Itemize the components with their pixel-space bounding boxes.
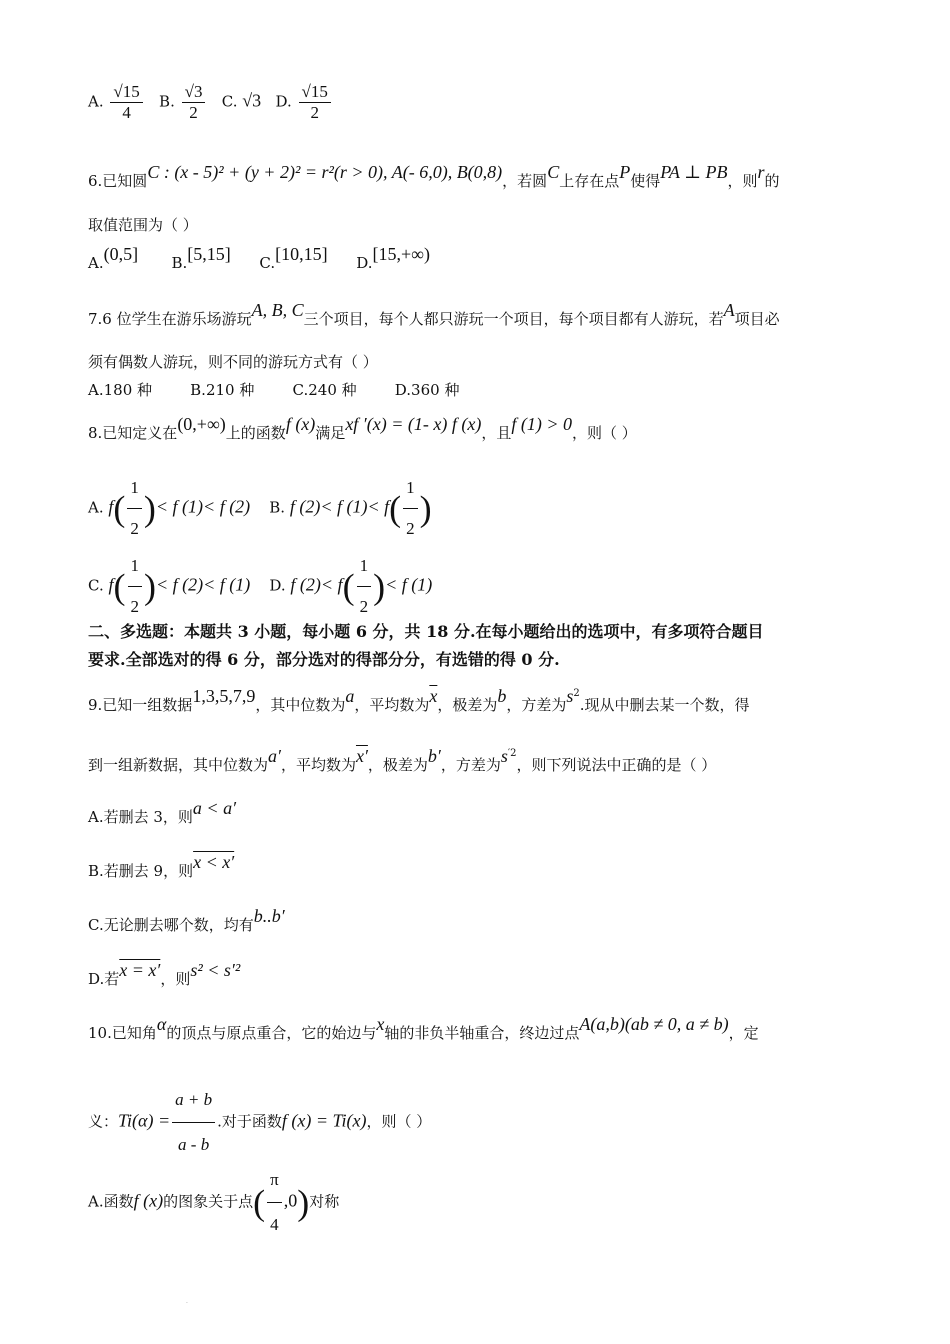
option-a-label: A. bbox=[88, 254, 104, 272]
q6-line1 bbox=[88, 162, 780, 191]
q8-text: ，则（ ） bbox=[571, 424, 637, 442]
option-c-math: b..b′ bbox=[253, 906, 285, 926]
option-a-value: (0,5] bbox=[103, 244, 139, 264]
q8-options-cd: C. f( $\frac{1}{2}$ )< f (2)< f (1) D. f (2)< f( $\frac{1}{2}$ )< f (1) bbox=[88, 546, 432, 627]
q9-option-a bbox=[88, 798, 237, 827]
q8-line1 bbox=[88, 414, 637, 443]
q10-text: ，则（ ） bbox=[366, 1112, 432, 1131]
q6-r: r bbox=[757, 162, 765, 182]
pi-quarter-fraction: $\frac{\pi}{4}$ bbox=[267, 1158, 282, 1247]
option-a-math: a < a′ bbox=[192, 798, 237, 818]
q8-prefix: 8.已知定义在 bbox=[88, 424, 178, 442]
option-b-fraction: $\frac{√3}{2}$ bbox=[182, 82, 206, 123]
option-a-rest: < f (1)< f (2) bbox=[155, 496, 251, 517]
option-d-math2: s² < s′² bbox=[190, 960, 241, 980]
mean-x: $\overline{x}$ bbox=[429, 686, 438, 706]
f-symbol: f bbox=[108, 574, 114, 595]
option-b-math: x < x′ bbox=[193, 852, 235, 872]
q10-line2 bbox=[88, 1078, 431, 1167]
option-a-text: 的图象关于点 bbox=[163, 1192, 254, 1211]
range-b: b bbox=[497, 686, 507, 706]
option-c-label: C. bbox=[221, 92, 238, 111]
option-a-function: f (x) bbox=[133, 1190, 164, 1211]
median-a-prime: a′ bbox=[268, 746, 281, 766]
option-d-label: D. bbox=[269, 576, 286, 595]
option-d-label: D. bbox=[275, 92, 292, 111]
q9-text: .现从中删去某一个数，得 bbox=[579, 696, 750, 714]
option-d-value: [15,+∞) bbox=[372, 244, 430, 264]
angle-alpha: α bbox=[156, 1014, 167, 1034]
point-a: A(a,b)(ab ≠ 0, a ≠ b) bbox=[579, 1014, 729, 1034]
q10-text: ，定 bbox=[728, 1024, 759, 1042]
q6-line2: 取值范围为（ ） bbox=[88, 216, 198, 234]
ti-definition: Ti(α) = bbox=[118, 1110, 171, 1131]
variance-s: s bbox=[566, 686, 574, 706]
option-b: B.210 种 bbox=[190, 381, 255, 399]
q10-text: 义： bbox=[88, 1112, 119, 1131]
q8-text: 上的函数 bbox=[225, 424, 286, 442]
q6-circle: C bbox=[547, 162, 560, 182]
option-c-value: [10,15] bbox=[275, 244, 328, 264]
option-a-text: A.若删去 3，则 bbox=[88, 808, 193, 826]
section2-line2: 要求.全部选对的得 6 分，部分选对的得部分分，有选错的得 0 分. bbox=[88, 650, 560, 669]
option-b-text: B.若删去 9，则 bbox=[88, 862, 194, 880]
option-d-label: D. bbox=[356, 254, 373, 272]
q9-text: ，其中位数为 bbox=[255, 696, 346, 714]
q7-line1 bbox=[88, 300, 780, 329]
option-a-end: 对称 bbox=[309, 1192, 340, 1211]
page-dot: · bbox=[186, 1300, 188, 1307]
q8-function: f (x) bbox=[285, 414, 316, 434]
q9-option-d bbox=[88, 960, 241, 989]
q6-text: ，则 bbox=[727, 172, 758, 190]
q6-options bbox=[88, 244, 430, 273]
q6-prefix: 6.已知圆 bbox=[88, 172, 148, 190]
q9-line1: 9.已知一组数据1,3,5,7,9，其中位数为a，平均数为$\overline{x}$，极差为b，方差为$s^2$.现从中删去某一个数，得 bbox=[88, 686, 750, 714]
range-b-prime: b′ bbox=[427, 746, 441, 766]
section2-heading bbox=[88, 618, 868, 674]
q6-perp: PA ⊥ PB bbox=[660, 162, 728, 182]
q10-text: 轴的非负半轴重合，终边过点 bbox=[384, 1024, 580, 1042]
q9-text: ，极差为 bbox=[437, 696, 498, 714]
half-fraction: $\frac{1}{2}$ bbox=[357, 546, 372, 627]
variance-s-prime: s bbox=[500, 746, 508, 766]
q9-prefix: 9.已知一组数据 bbox=[88, 696, 193, 714]
q7-text: 项目必 bbox=[734, 310, 780, 328]
option-a-label: A. bbox=[88, 498, 104, 517]
q6-equation: C : (x - 5)² + (y + 2)² = r²(r > 0), A(- 6,0), B(0,8) bbox=[147, 162, 503, 182]
option-b-label: B. bbox=[171, 254, 188, 272]
option-d-fraction: $\frac{√15}{2}$ bbox=[299, 82, 331, 123]
option-c-text: C.无论删去哪个数，均有 bbox=[88, 916, 254, 934]
ti-fraction: $\frac{a + b}{a - b}$ bbox=[172, 1078, 215, 1167]
q7-project-a: A bbox=[723, 300, 735, 320]
option-b-value: [5,15] bbox=[187, 244, 231, 264]
q7-line2: 须有偶数人游玩，则不同的游玩方式有（ ） bbox=[88, 353, 378, 371]
q6-text: 上存在点 bbox=[559, 172, 620, 190]
q10-text: 的顶点与原点重合，它的始边与 bbox=[166, 1024, 377, 1042]
q8-options-ab: A. f( $\frac{1}{2}$ )< f (1)< f (2) B. f (2)< f (1)< f( $\frac{1}{2}$ ) bbox=[88, 468, 432, 549]
q6-point: P bbox=[619, 162, 631, 182]
option-c-label: C. bbox=[259, 254, 276, 272]
q9-line2: 到一组新数据，其中位数为a′，平均数为x′，极差为b′，方差为$s^{'2}$，则下列说法中正确的是（ ） bbox=[88, 746, 717, 774]
q9-text: ，方差为 bbox=[506, 696, 567, 714]
q9-text: ，平均数为 bbox=[280, 756, 356, 774]
section2-line1: 二、多选题：本题共 3 小题，每小题 6 分，共 18 分.在每小题给出的选项中，有多项符合题目 bbox=[88, 622, 764, 641]
q9-text: ，极差为 bbox=[367, 756, 428, 774]
option-c: C.240 种 bbox=[292, 381, 357, 399]
option-d: D.360 种 bbox=[394, 381, 460, 399]
q7-text: 三个项目，每个人都只游玩一个项目，每个项目都有人游玩，若 bbox=[303, 310, 724, 328]
q8-domain: (0,+∞) bbox=[177, 414, 226, 434]
q6-text: 使得 bbox=[630, 172, 661, 190]
option-b-head: f (2)< f (1)< f bbox=[289, 496, 390, 517]
option-d-text: ，则 bbox=[160, 970, 191, 988]
option-a-label: A. bbox=[88, 92, 104, 111]
option-c-value: √3 bbox=[242, 90, 262, 111]
q10-option-a: A.函数f (x)的图象关于点( $\frac{\pi}{4}$ ,0)对称 bbox=[88, 1158, 339, 1247]
f-symbol: f bbox=[108, 496, 114, 517]
option-a: A.180 种 bbox=[88, 381, 152, 399]
q8-text: ，且 bbox=[481, 424, 512, 442]
option-c-rest: < f (2)< f (1) bbox=[156, 574, 251, 595]
half-fraction: $\frac{1}{2}$ bbox=[403, 468, 418, 549]
q10-text: .对于函数 bbox=[217, 1112, 282, 1131]
half-fraction: $\frac{1}{2}$ bbox=[127, 468, 142, 549]
q9-option-b bbox=[88, 852, 235, 881]
q8-text: 满足 bbox=[315, 424, 346, 442]
q10-line1 bbox=[88, 1014, 759, 1043]
q7-options bbox=[88, 380, 459, 400]
q9-text: 到一组新数据，其中位数为 bbox=[88, 756, 269, 774]
half-fraction: $\frac{1}{2}$ bbox=[128, 546, 143, 627]
option-a-text: A.函数 bbox=[88, 1192, 134, 1211]
q7-prefix: 7.6 位学生在游乐场游玩 bbox=[88, 310, 252, 328]
q7-projects: A, B, C bbox=[251, 300, 304, 320]
q9-option-c bbox=[88, 906, 285, 935]
q10-prefix: 10.已知角 bbox=[88, 1024, 157, 1042]
option-a-fraction: $\frac{√15}{4}$ bbox=[110, 82, 142, 123]
option-c-label: C. bbox=[88, 576, 104, 595]
x-axis-symbol: x bbox=[376, 1014, 385, 1034]
q6-text: 的 bbox=[764, 172, 780, 190]
option-d-text: D.若 bbox=[88, 970, 120, 988]
mean-x-prime: x′ bbox=[355, 746, 368, 766]
option-a-zero: ,0 bbox=[283, 1190, 298, 1211]
q6-text: ，若圆 bbox=[502, 172, 548, 190]
option-d-tail: < f (1) bbox=[385, 574, 433, 595]
q8-condition: xf ′(x) = (1- x) f (x) bbox=[345, 414, 482, 434]
q9-text: ，平均数为 bbox=[354, 696, 430, 714]
option-b-label: B. bbox=[159, 92, 175, 111]
function-fx: f (x) = Ti(x) bbox=[281, 1110, 367, 1131]
q8-condition2: f (1) > 0 bbox=[511, 414, 572, 434]
q9-text: ，方差为 bbox=[440, 756, 501, 774]
option-d-head: f (2)< f bbox=[290, 574, 343, 595]
q5-options bbox=[88, 82, 333, 123]
option-b-label: B. bbox=[269, 498, 286, 517]
q9-text: ，则下列说法中正确的是（ ） bbox=[516, 756, 717, 774]
median-a: a bbox=[345, 686, 355, 706]
option-d-math: x = x′ bbox=[119, 960, 161, 980]
q9-data: 1,3,5,7,9 bbox=[192, 686, 256, 706]
